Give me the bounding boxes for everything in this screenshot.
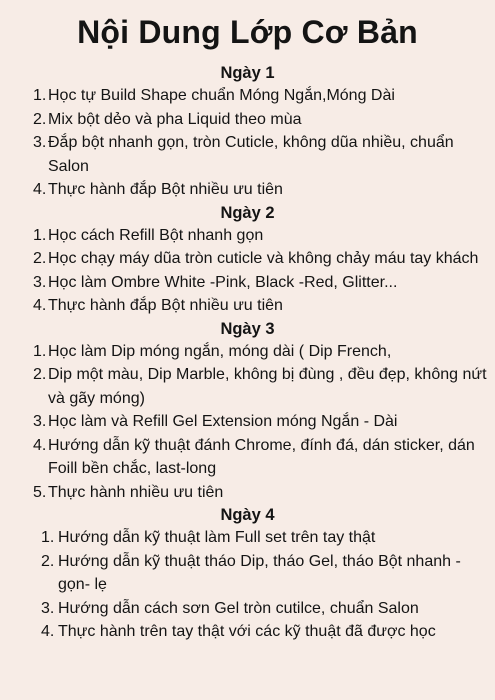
list-item: [0, 178, 495, 202]
item-number: 3.: [41, 599, 55, 617]
item-text: Mix bột dẻo và pha Liquid theo mùa: [48, 110, 302, 128]
list-item: [0, 84, 495, 108]
item-number: 1.: [33, 342, 47, 360]
item-number: 3.: [33, 134, 47, 151]
item-number: 5.: [33, 483, 47, 501]
day-item-list: [0, 84, 495, 202]
list-item: [0, 526, 495, 550]
item-number: 3.: [33, 273, 47, 291]
item-number: 2.: [33, 250, 47, 267]
item-number: 4.: [33, 181, 47, 198]
item-number: 4.: [41, 623, 55, 640]
item-text: Hướng dẫn kỹ thuật làm Full set trên tay thật: [58, 529, 376, 546]
day-item-list: [0, 340, 495, 505]
day-section-2: [0, 202, 495, 318]
item-text: Học chạy máy dũa tròn cuticle và không chảy máu tay khách: [48, 250, 479, 267]
item-number: 1.: [33, 87, 47, 104]
item-text: Học làm và Refill Gel Extension móng Ngắn - Dài: [48, 413, 398, 430]
list-item: [0, 481, 495, 505]
list-item: [0, 247, 495, 271]
item-text: Học làm Ombre White -Pink, Black -Red, Glitter...: [48, 273, 398, 291]
list-item: [0, 597, 495, 621]
item-text: Dip một màu, Dip Marble, không bị đùng , đều đẹp, không nứt và gãy móng): [48, 366, 487, 407]
list-item: [0, 271, 495, 295]
item-number: 3.: [33, 413, 47, 430]
item-number: 1.: [41, 529, 55, 546]
list-item: [0, 131, 495, 178]
item-number: 4.: [33, 436, 47, 454]
day-section-1: [0, 62, 495, 202]
page-title: Nội Dung Lớp Cơ Bản: [77, 14, 418, 50]
list-item: [0, 550, 495, 597]
item-text: Thực hành nhiều ưu tiên: [48, 483, 224, 501]
day-item-list: [0, 526, 495, 644]
item-text: Thực hành trên tay thật với các kỹ thuật đã được học: [58, 623, 436, 640]
item-text: Học làm Dip móng ngắn, móng dài ( Dip French,: [48, 342, 392, 360]
item-text: Hướng dẫn kỹ thuật tháo Dip, tháo Gel, tháo Bột nhanh -gọn- lẹ: [58, 552, 461, 593]
item-text: Học tự Build Shape chuẩn Móng Ngắn,Móng Dài: [48, 87, 395, 104]
item-number: 2.: [33, 110, 47, 128]
list-item: [0, 434, 495, 481]
item-text: Đắp bột nhanh gọn, tròn Cuticle, không dũa nhiều, chuẩn Salon: [48, 134, 454, 175]
day-section-3: [0, 318, 495, 505]
list-item: [0, 410, 495, 434]
list-item: [0, 340, 495, 364]
item-text: Học cách Refill Bột nhanh gọn: [48, 226, 264, 244]
item-number: 2.: [41, 552, 55, 570]
item-text: Hướng dẫn cách sơn Gel tròn cutilce, chuẩn Salon: [58, 599, 419, 617]
day-section-4: [0, 504, 495, 644]
day-title: Ngày 3: [220, 319, 275, 338]
day-title: Ngày 1: [220, 64, 275, 82]
list-item: [0, 108, 495, 132]
day-item-list: [0, 224, 495, 318]
list-item: [0, 620, 495, 644]
item-text: Thực hành đắp Bột nhiều ưu tiên: [48, 181, 283, 198]
item-number: 4.: [33, 297, 47, 314]
item-text: Thực hành đắp Bột nhiều ưu tiên: [48, 297, 283, 314]
day-title: Ngày 4: [220, 506, 275, 524]
list-item: [0, 363, 495, 410]
list-item: [0, 224, 495, 248]
list-item: [0, 294, 495, 318]
item-number: 2.: [33, 366, 47, 383]
day-title: Ngày 2: [220, 203, 275, 222]
item-text: Hướng dẫn kỹ thuật đánh Chrome, đính đá, dán sticker, dán Foill bền chắc, last-long: [48, 436, 475, 477]
item-number: 1.: [33, 226, 47, 244]
